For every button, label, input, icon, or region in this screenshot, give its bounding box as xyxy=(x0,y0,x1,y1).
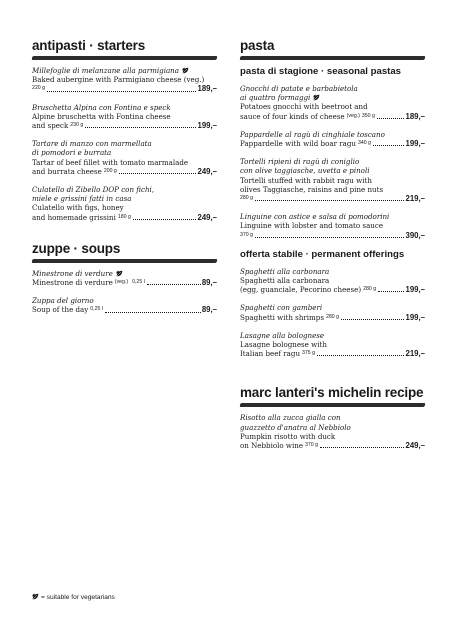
vegetarian-legend xyxy=(32,593,115,601)
veg-tag: (veg.) xyxy=(346,112,360,119)
item-english-name: Spaghetti alla carbonara xyxy=(240,276,330,286)
item-quantity: 280 g xyxy=(363,286,377,293)
item-price: 219,– xyxy=(405,349,425,359)
item-italian-name: Lasagne alla bolognese xyxy=(240,330,325,340)
section-title-pasta: pasta xyxy=(240,38,275,53)
section-title-lanteri: marc lanteri's michelin recipe xyxy=(240,385,424,401)
item-quantity: 220 g xyxy=(32,85,45,92)
veg-tag: (veg.) xyxy=(114,279,129,286)
dot-leader xyxy=(317,355,404,356)
item-price: 249,– xyxy=(197,212,217,222)
item-price: 390,– xyxy=(405,230,425,240)
section-title-antipasti: antipasti · starters xyxy=(32,38,146,53)
right-column xyxy=(240,38,425,459)
item-italian-name: Tortelli ripieni di ragù di coniglio con olive taggiasche, uvetta e pinoli xyxy=(240,157,370,176)
dot-leader xyxy=(133,219,197,220)
dot-leader xyxy=(341,319,405,320)
dot-leader xyxy=(47,91,197,92)
brush-underline xyxy=(32,259,218,263)
item-italian-name: Zuppa del giorno xyxy=(32,296,94,306)
dot-leader xyxy=(255,200,405,201)
menu-item xyxy=(240,303,425,321)
brush-underline xyxy=(240,403,426,407)
subsection-title-seasonal: pasta di stagione · seasonal pastas xyxy=(240,66,402,77)
dot-leader xyxy=(119,173,197,174)
menu-item xyxy=(32,185,217,222)
item-italian-name: Linguine con astice e salsa di pomodorini xyxy=(240,212,390,222)
left-column xyxy=(32,38,217,324)
item-quantity: 180 g xyxy=(117,213,131,220)
item-quantity: 200 g xyxy=(103,167,117,174)
item-italian-name: Pappardelle al ragù di cinghiale toscano xyxy=(240,129,385,139)
item-price: 89,– xyxy=(201,278,217,288)
item-quantity: 230 g xyxy=(70,122,84,129)
leaf-icon xyxy=(32,593,39,600)
dot-leader xyxy=(255,237,405,238)
item-price: 199,– xyxy=(197,121,217,131)
item-italian-name: Minestrone di verdure xyxy=(32,268,113,278)
item-english-name: Linguine with lobster and tomato sauce xyxy=(240,221,384,231)
subsection-title-permanent: offerta stabile · permanent offerings xyxy=(240,248,405,260)
menu-item xyxy=(240,130,425,148)
menu-item xyxy=(240,331,425,359)
item-english-cont: and burrata cheese xyxy=(32,166,102,176)
section-title-zuppe: zuppe · soups xyxy=(32,240,121,256)
item-english-name: Soup of the day xyxy=(32,305,89,315)
item-price: 89,– xyxy=(201,305,217,315)
item-english-name: Lasagne bolognese with xyxy=(240,340,327,350)
menu-item xyxy=(32,103,217,131)
item-english-cont: (egg, guanciale, Pecorino cheese) xyxy=(240,285,362,295)
leaf-icon xyxy=(116,270,123,277)
brush-underline xyxy=(240,56,426,60)
menu-item xyxy=(32,66,217,94)
dot-leader xyxy=(377,118,405,119)
leaf-icon xyxy=(313,94,320,101)
leaf-icon xyxy=(182,67,189,74)
item-italian-name: Risotto alla zucca gialla con guazzetto d'anatra al Nebbiolo xyxy=(240,413,351,432)
dot-leader xyxy=(85,127,196,128)
item-italian-name: Culatello di Zibello DOP con fichi, miele e grissini fatti in casa xyxy=(32,185,155,204)
item-price: 219,– xyxy=(405,194,425,204)
item-english-cont: sauce of four kinds of cheese xyxy=(240,111,345,121)
item-italian-name: Tartare di manzo con marmellata di pomodori e burrata xyxy=(32,139,152,158)
item-quantity: 280 g xyxy=(240,195,253,202)
item-italian-name: Spaghetti con gamberi xyxy=(240,303,323,313)
item-english-cont: and homemade grissini xyxy=(32,212,116,222)
dot-leader xyxy=(147,284,201,285)
brush-underline xyxy=(32,56,218,60)
item-quantity: 0,25 l xyxy=(132,279,145,286)
item-english-name: Spaghetti with shrimps xyxy=(240,312,324,322)
item-english-cont: on Nebbiolo wine xyxy=(240,441,304,451)
item-english-name: Tortelli stuffed with rabbit ragu with olives Taggiasche, raisins and pine nuts xyxy=(240,175,384,194)
item-price: 189,– xyxy=(405,111,425,121)
item-price: 249,– xyxy=(197,166,217,176)
menu-item xyxy=(32,139,217,176)
item-italian-name: Bruschetta Alpina con Fontina e speck xyxy=(32,102,171,112)
item-quantity: 0,25 l xyxy=(90,306,103,313)
item-quantity: 340 g xyxy=(357,140,371,147)
menu-item xyxy=(32,296,217,314)
dot-leader xyxy=(105,312,201,313)
item-english-cont: and speck xyxy=(32,121,69,131)
item-price: 199,– xyxy=(405,312,425,322)
legend-text: = suitable for vegetarians xyxy=(41,594,115,601)
item-price: 199,– xyxy=(405,139,425,149)
item-english-name: Pumpkin risotto with duck xyxy=(240,431,336,441)
menu-item xyxy=(240,267,425,295)
item-quantity: 350 g xyxy=(361,112,375,119)
menu-item xyxy=(32,269,217,287)
item-english-name: Pappardelle with wild boar ragu xyxy=(240,139,356,149)
item-price: 189,– xyxy=(197,84,217,94)
menu-item xyxy=(240,157,425,203)
item-italian-name: Gnocchi di patate e barbabietola ai quattro formaggi xyxy=(240,84,358,103)
item-english-name: Minestrone di verdure xyxy=(32,278,113,288)
item-quantity: 370 g xyxy=(305,442,319,449)
item-english-name: Culatello with figs, honey xyxy=(32,203,124,213)
item-english-name: Baked aubergine with Parmigiano cheese xyxy=(32,75,182,85)
item-quantity: 375 g xyxy=(302,350,316,357)
item-price: 199,– xyxy=(405,285,425,295)
item-quantity: 280 g xyxy=(325,313,339,320)
menu-item xyxy=(240,212,425,240)
menu-item xyxy=(240,413,425,450)
item-english-name: Potatoes gnocchi with beetroot and xyxy=(240,102,368,112)
veg-tag: (veg.) xyxy=(183,75,205,85)
item-quantity: 370 g xyxy=(240,231,253,238)
item-price: 249,– xyxy=(405,441,425,451)
dot-leader xyxy=(373,145,405,146)
item-english-name: Alpine bruschetta with Fontina cheese xyxy=(32,111,171,121)
item-english-cont: Italian beef ragu xyxy=(240,349,301,359)
dot-leader xyxy=(378,291,404,292)
dot-leader xyxy=(320,447,404,448)
item-italian-name: Spaghetti alla carbonara xyxy=(240,266,330,276)
item-english-name: Tartar of beef fillet with tomato marmalade xyxy=(32,157,189,167)
menu-item xyxy=(240,84,425,121)
item-italian-name: Millefoglie di melanzane alla parmigiana xyxy=(32,66,179,75)
